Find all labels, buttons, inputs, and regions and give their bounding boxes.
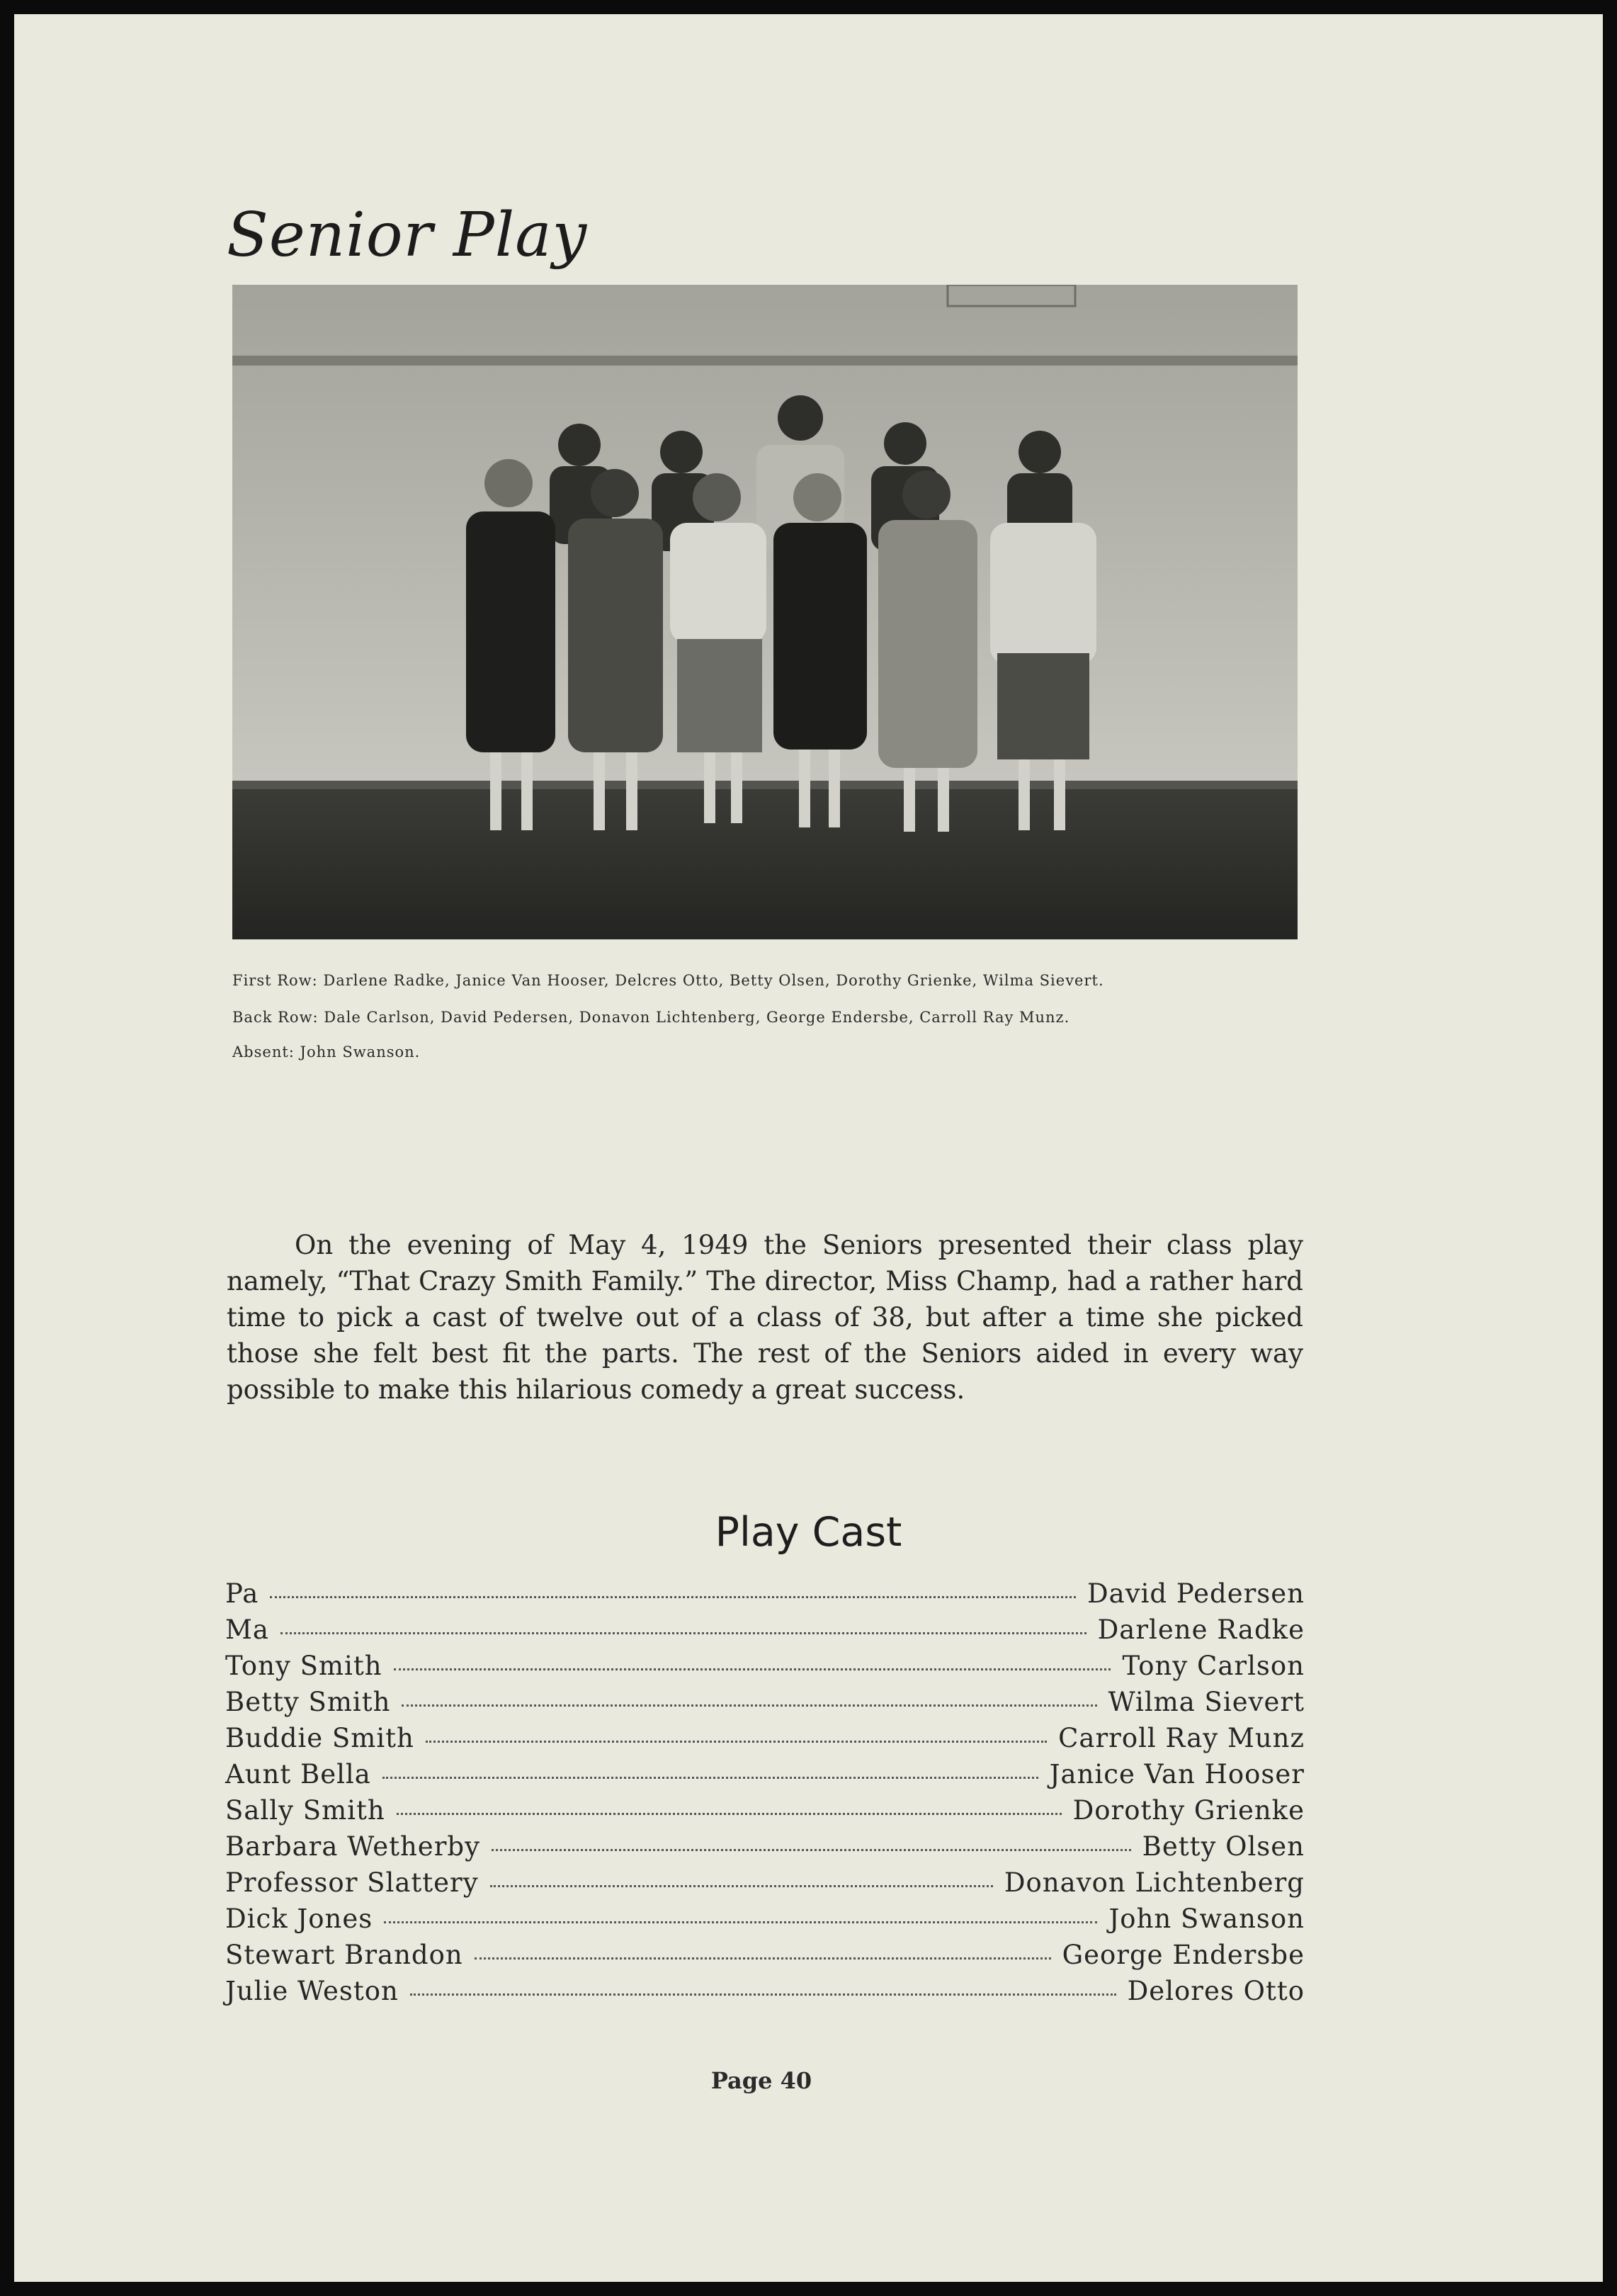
cast-role: Aunt Bella xyxy=(225,1759,371,1789)
cast-row xyxy=(225,1940,1305,1976)
cast-role: Sally Smith xyxy=(225,1795,385,1826)
dot-leader xyxy=(492,1848,1131,1851)
cast-actor: George Endersbe xyxy=(1062,1940,1305,1970)
cast-row xyxy=(225,1614,1305,1651)
cast-role: Dick Jones xyxy=(225,1904,373,1934)
caption-first-row: First Row: Darlene Radke, Janice Van Hooser, Delcres Otto, Betty Olsen, Dorothy Grienke, Wilma Sievert. xyxy=(232,972,1104,989)
cast-role: Buddie Smith xyxy=(225,1723,414,1753)
cast-actor: Wilma Sievert xyxy=(1108,1687,1305,1717)
cast-row xyxy=(225,1687,1305,1723)
cast-actor: Dorothy Grienke xyxy=(1072,1795,1305,1826)
dot-leader xyxy=(402,1704,1096,1707)
cast-role: Pa xyxy=(225,1578,259,1609)
caption-absent: Absent: John Swanson. xyxy=(232,1044,421,1061)
dot-leader xyxy=(426,1740,1047,1743)
cast-actor: Carroll Ray Munz xyxy=(1058,1723,1305,1753)
cast-actor: John Swanson xyxy=(1108,1904,1305,1934)
cast-row xyxy=(225,1867,1305,1904)
caption-back-row: Back Row: Dale Carlson, David Pedersen, Donavon Lichtenberg, George Endersbe, Carroll Ray Munz. xyxy=(232,1009,1070,1026)
group-photo xyxy=(232,285,1298,939)
cast-row xyxy=(225,1904,1305,1940)
dot-leader xyxy=(394,1668,1111,1670)
cast-row xyxy=(225,1795,1305,1831)
yearbook-page xyxy=(14,14,1603,2282)
page-title: Senior Play xyxy=(227,200,588,271)
cast-role: Tony Smith xyxy=(225,1651,382,1681)
dot-leader xyxy=(397,1812,1062,1815)
cast-heading: Play Cast xyxy=(715,1509,902,1556)
cast-row xyxy=(225,1723,1305,1759)
cast-actor: Betty Olsen xyxy=(1142,1831,1305,1862)
cast-role: Barbara Wetherby xyxy=(225,1831,480,1862)
cast-actor: Tony Carlson xyxy=(1122,1651,1305,1681)
cast-row xyxy=(225,1578,1305,1614)
page-number: Page 40 xyxy=(710,2067,812,2094)
cast-actor: Donavon Lichtenberg xyxy=(1004,1867,1305,1898)
dot-leader xyxy=(280,1631,1086,1634)
dot-leader xyxy=(475,1957,1051,1959)
cast-actor: Delores Otto xyxy=(1127,1976,1305,2006)
cast-row xyxy=(225,1976,1305,2012)
cast-row xyxy=(225,1831,1305,1867)
cast-actor: Darlene Radke xyxy=(1097,1614,1305,1645)
dot-leader xyxy=(382,1776,1038,1779)
cast-role: Ma xyxy=(225,1614,269,1645)
cast-actor: Janice Van Hooser xyxy=(1049,1759,1305,1789)
cast-role: Julie Weston xyxy=(225,1976,399,2006)
cast-actor: David Pedersen xyxy=(1086,1578,1305,1609)
cast-role: Professor Slattery xyxy=(225,1867,479,1898)
cast-role: Stewart Brandon xyxy=(225,1940,463,1970)
cast-row xyxy=(225,1651,1305,1687)
dot-leader xyxy=(384,1921,1097,1923)
dot-leader xyxy=(490,1884,993,1887)
play-description: On the evening of May 4, 1949 the Seniors presented their class play namely, “That Crazy Smith Family.” The director, Miss Champ, had a rather hard time to pick a cast of twelve out of a class of 38, but after a time she picked those she felt best fit the parts. The rest of the Seniors aided in every way possible to make this hilarious comedy a great success. xyxy=(227,1230,1303,1405)
dot-leader xyxy=(410,1993,1116,1996)
cast-role: Betty Smith xyxy=(225,1687,391,1717)
cast-list xyxy=(225,1578,1305,2012)
dot-leader xyxy=(270,1595,1076,1598)
cast-row xyxy=(225,1759,1305,1795)
